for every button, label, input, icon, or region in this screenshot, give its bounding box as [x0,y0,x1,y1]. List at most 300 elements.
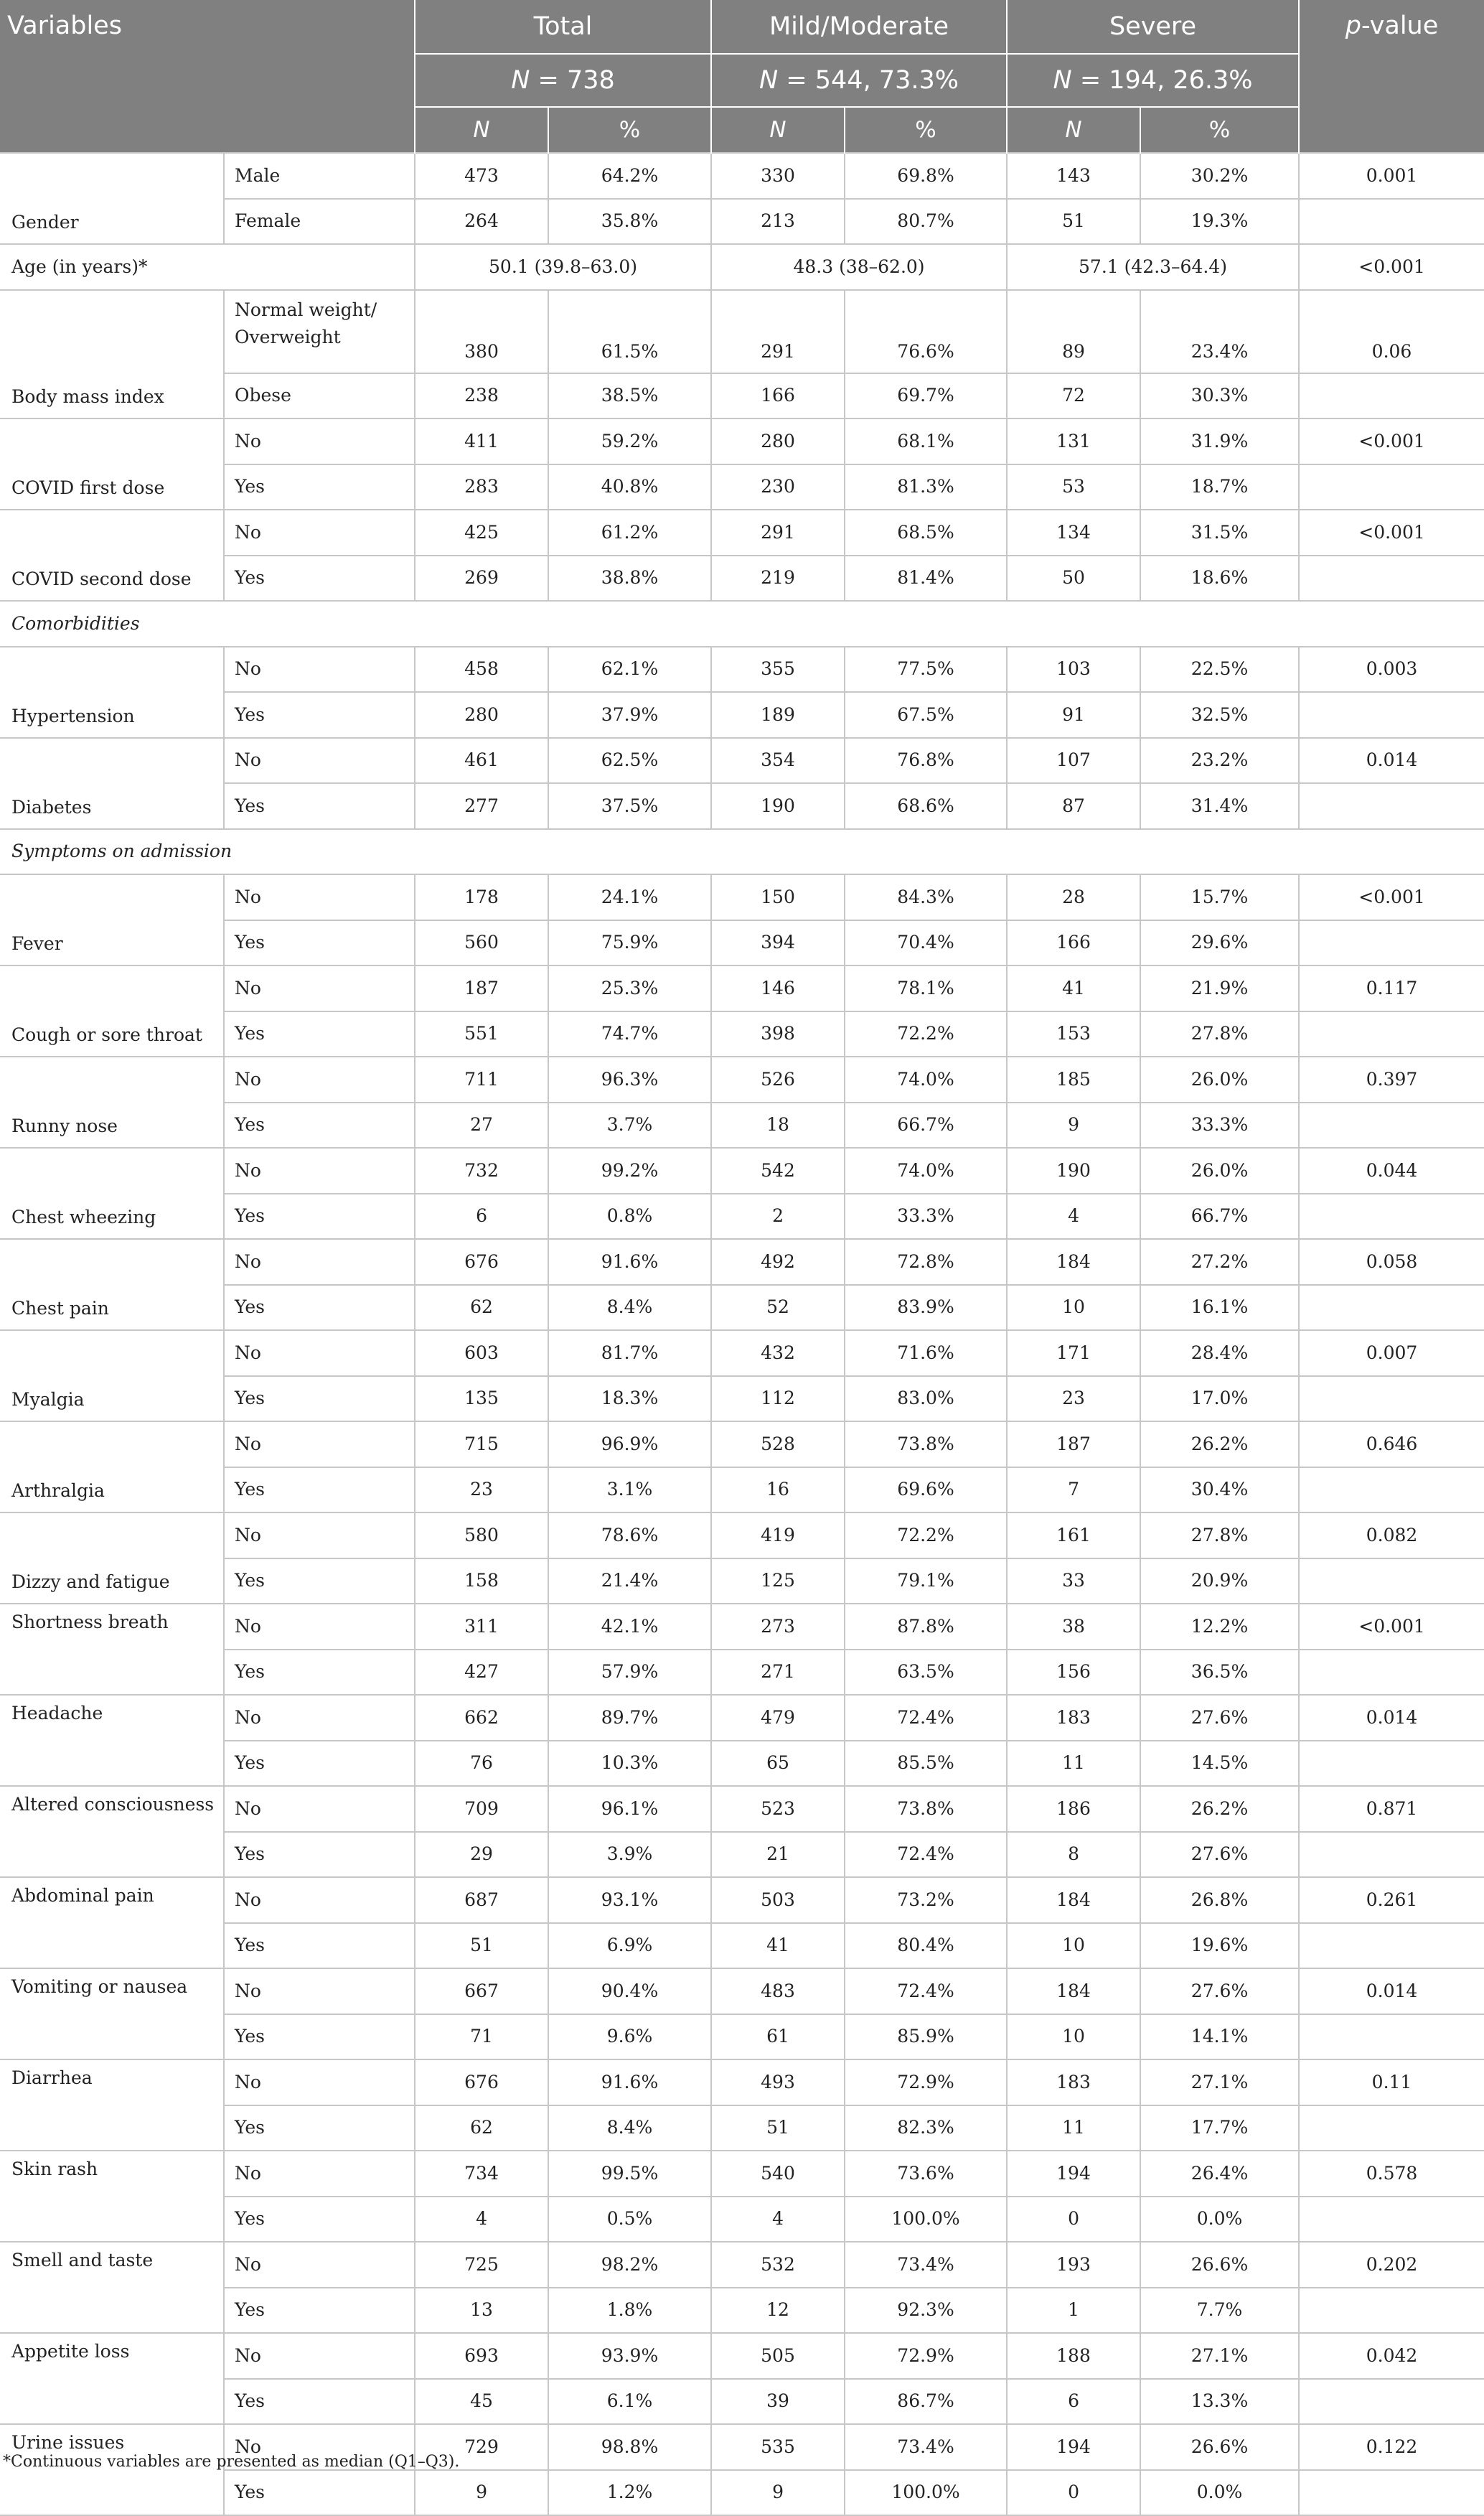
cell: 184 [1007,1968,1140,2014]
p-value: 0.058 [1299,1239,1484,1285]
cell: 83.9% [845,1285,1007,1331]
cell: 61 [711,2014,845,2060]
cell: 73.8% [845,1421,1007,1467]
cell: 18.7% [1140,464,1299,510]
cell: 193 [1007,2242,1140,2288]
row-sublabel: No [224,418,415,464]
cell: 27.6% [1140,1695,1299,1741]
cell: 187 [415,965,548,1011]
col-pct: % [548,107,711,153]
header-mild-n [711,54,1007,107]
cell: 28.4% [1140,1330,1299,1376]
cell: 190 [1007,1148,1140,1194]
table-row [0,647,1484,693]
cell: 9 [1007,1103,1140,1149]
cell: 89.7% [548,1695,711,1741]
cell: 71.6% [845,1330,1007,1376]
cell: 0.0% [1140,2197,1299,2243]
cell: 7 [1007,1467,1140,1513]
cell: 10.3% [548,1741,711,1787]
row-sublabel: No [224,647,415,693]
p-value [1299,2470,1484,2516]
cell: 80.7% [845,199,1007,245]
p-value [1299,1103,1484,1149]
cell: 6 [1007,2379,1140,2425]
cell: 68.1% [845,418,1007,464]
cell: 125 [711,1558,845,1604]
n-italic: N [759,66,779,95]
cell: 380 [415,290,548,373]
cell: 82.3% [845,2105,1007,2151]
cell: 187 [1007,1421,1140,1467]
cell: 73.4% [845,2424,1007,2470]
cell: 23.4% [1140,290,1299,373]
section-heading-comorbidities: Comorbidities [0,601,1484,647]
p-value [1299,2197,1484,2243]
cell: 492 [711,1239,845,1285]
cell: 73.6% [845,2151,1007,2197]
header-severe: Severe [1007,0,1299,54]
col-n [415,107,548,153]
cell: 81.4% [845,556,1007,602]
table-row [0,829,1484,875]
row-sublabel: No [224,1239,415,1285]
cell: 8.4% [548,1285,711,1331]
p-value [1299,1741,1484,1787]
col-n-label: N [769,117,786,143]
cell: 32.5% [1140,692,1299,738]
cell: 166 [1007,920,1140,966]
n-value: = 544, 73.3% [778,66,959,95]
cell: 31.4% [1140,783,1299,829]
n-value: = 738 [530,66,615,95]
cell: 523 [711,1786,845,1832]
cell: 87.8% [845,1604,1007,1650]
cell: 183 [1007,1695,1140,1741]
p-value [1299,2288,1484,2334]
row-sublabel: No [224,1330,415,1376]
cell: 91 [1007,692,1140,738]
cell: 146 [711,965,845,1011]
cell: 37.5% [548,783,711,829]
cell: 354 [711,738,845,784]
row-label: Skin rash [0,2151,224,2242]
row-sublabel: Yes [224,1741,415,1787]
cell: 68.6% [845,783,1007,829]
cell: 21.9% [1140,965,1299,1011]
cell: 0.5% [548,2197,711,2243]
cell: 27.6% [1140,1968,1299,2014]
p-value: <0.001 [1299,1604,1484,1650]
cell: 73.4% [845,2242,1007,2288]
row-sublabel: No [224,1512,415,1558]
cell: 57.9% [548,1650,711,1696]
cell: 189 [711,692,845,738]
row-sublabel: No [224,2242,415,2288]
table-header [0,0,1484,153]
row-sublabel: Yes [224,920,415,966]
cell: 62.5% [548,738,711,784]
cell: 715 [415,1421,548,1467]
footnote: *Continuous variables are presented as median (Q1–Q3). [3,2453,460,2471]
p-value [1299,1011,1484,1057]
p-value: 0.122 [1299,2424,1484,2470]
cell: 61.5% [548,290,711,373]
table-row [0,290,1484,373]
cell: 560 [415,920,548,966]
col-n-label: N [1065,117,1082,143]
cell: 16 [711,1467,845,1513]
p-value [1299,199,1484,245]
cell: 18.6% [1140,556,1299,602]
p-value: 0.117 [1299,965,1484,1011]
cell: 143 [1007,153,1140,199]
cell: 171 [1007,1330,1140,1376]
cell: 483 [711,1968,845,2014]
row-label: Vomiting or nausea [0,1968,224,2059]
p-value: 0.871 [1299,1786,1484,1832]
cell: 580 [415,1512,548,1558]
p-value [1299,1376,1484,1422]
cell: 26.0% [1140,1057,1299,1103]
row-sublabel: Yes [224,1285,415,1331]
cell: 540 [711,2151,845,2197]
header-severe-n [1007,54,1299,107]
cell: 27.6% [1140,1832,1299,1878]
cell: 59.2% [548,418,711,464]
cell: 72.9% [845,2333,1007,2379]
row-sublabel: Yes [224,1558,415,1604]
n-value: = 194, 26.3% [1071,66,1253,95]
cell: 4 [711,2197,845,2243]
cell: 23 [415,1467,548,1513]
cell: 91.6% [548,1239,711,1285]
cell: 41 [711,1923,845,1969]
cell: 280 [415,692,548,738]
cell: 280 [711,418,845,464]
cell: 184 [1007,1877,1140,1923]
cell: 1 [1007,2288,1140,2334]
cell: 6 [415,1194,548,1240]
cell: 78.1% [845,965,1007,1011]
cell: 7.7% [1140,2288,1299,2334]
col-n [711,107,845,153]
cell: 68.5% [845,510,1007,556]
cell: 532 [711,2242,845,2288]
cell: 62 [415,1285,548,1331]
cell: 8.4% [548,2105,711,2151]
cell: 31.5% [1140,510,1299,556]
row-label: Body mass index [0,290,224,419]
cell: 184 [1007,1239,1140,1285]
cell: 16.1% [1140,1285,1299,1331]
p-value [1299,920,1484,966]
cell: 72.4% [845,1832,1007,1878]
cell: 667 [415,1968,548,2014]
cell: 21.4% [548,1558,711,1604]
cell: 83.0% [845,1376,1007,1422]
cell: 67.5% [845,692,1007,738]
cell: 41 [1007,965,1140,1011]
cell: 269 [415,556,548,602]
cell: 219 [711,556,845,602]
row-label: Arthralgia [0,1421,224,1512]
row-sublabel: Yes [224,1194,415,1240]
row-label: Appetite loss [0,2333,224,2424]
cell: 26.2% [1140,1786,1299,1832]
p-value: 0.261 [1299,1877,1484,1923]
row-label: Gender [0,153,224,244]
cell: 26.6% [1140,2424,1299,2470]
cell: 676 [415,1239,548,1285]
cell: 194 [1007,2424,1140,2470]
p-value [1299,1832,1484,1878]
cell: 291 [711,510,845,556]
cell: 213 [711,199,845,245]
table-row [0,1786,1484,1832]
table-row [0,965,1484,1011]
cell: 178 [415,874,548,920]
row-sublabel: Yes [224,2197,415,2243]
row-sublabel: Normal weight/ Overweight [224,290,415,373]
cell: 18 [711,1103,845,1149]
p-value: <0.001 [1299,874,1484,920]
row-sublabel: Yes [224,2379,415,2425]
cell: 51 [711,2105,845,2151]
cell: 18.3% [548,1376,711,1422]
p-value: 0.044 [1299,1148,1484,1194]
cell: 103 [1007,647,1140,693]
row-sublabel: No [224,965,415,1011]
p-value: 0.202 [1299,2242,1484,2288]
cell: 38.5% [548,373,711,419]
cell: 427 [415,1650,548,1696]
cell: 264 [415,199,548,245]
cell: 662 [415,1695,548,1741]
cell: 98.8% [548,2424,711,2470]
row-label: Urine issues [0,2424,224,2515]
p-value: 0.014 [1299,1695,1484,1741]
cell: 51 [1007,199,1140,245]
row-sublabel: No [224,1057,415,1103]
cell: 493 [711,2059,845,2105]
cell: 185 [1007,1057,1140,1103]
cell: 9.6% [548,2014,711,2060]
n-italic: N [1053,66,1072,95]
cell: 50.1 (39.8–63.0) [415,244,711,290]
cell: 69.7% [845,373,1007,419]
row-sublabel: Yes [224,783,415,829]
cell: 419 [711,1512,845,1558]
cell: 90.4% [548,1968,711,2014]
p-value: 0.014 [1299,1968,1484,2014]
cell: 26.0% [1140,1148,1299,1194]
p-value [1299,1467,1484,1513]
cell: 96.3% [548,1057,711,1103]
row-label: Cough or sore throat [0,965,224,1057]
row-label: Headache [0,1695,224,1786]
row-sublabel: No [224,1604,415,1650]
row-label: Smell and taste [0,2242,224,2333]
row-sublabel: Yes [224,2014,415,2060]
cell: 355 [711,647,845,693]
row-sublabel: Yes [224,556,415,602]
cell: 503 [711,1877,845,1923]
cell: 183 [1007,2059,1140,2105]
cell: 3.7% [548,1103,711,1149]
cell: 29 [415,1832,548,1878]
row-sublabel: No [224,2059,415,2105]
cell: 48.3 (38–62.0) [711,244,1007,290]
cell: 72.4% [845,1695,1007,1741]
cell: 0 [1007,2197,1140,2243]
cell: 27 [415,1103,548,1149]
row-sublabel: No [224,2333,415,2379]
cell: 74.7% [548,1011,711,1057]
row-sublabel: Yes [224,1467,415,1513]
cell: 33.3% [845,1194,1007,1240]
cell: 70.4% [845,920,1007,966]
header-variables: Variables [0,0,415,153]
cell: 84.3% [845,874,1007,920]
cell: 11 [1007,2105,1140,2151]
cell: 9 [711,2470,845,2516]
cell: 411 [415,418,548,464]
cell: 22.5% [1140,647,1299,693]
header-p-rest: -value [1361,11,1439,40]
cell: 112 [711,1376,845,1422]
cell: 19.3% [1140,199,1299,245]
cell: 62.1% [548,647,711,693]
p-value: <0.001 [1299,418,1484,464]
col-pct: % [1140,107,1299,153]
cell: 76.6% [845,290,1007,373]
cell: 81.3% [845,464,1007,510]
cell: 732 [415,1148,548,1194]
header-p-italic: p [1345,11,1361,40]
row-sublabel: Yes [224,1923,415,1969]
cell: 75.9% [548,920,711,966]
cell: 79.1% [845,1558,1007,1604]
row-sublabel: No [224,2424,415,2470]
p-value: 0.578 [1299,2151,1484,2197]
row-label: COVID first dose [0,418,224,510]
cell: 432 [711,1330,845,1376]
cell: 81.7% [548,1330,711,1376]
table-row [0,1512,1484,1558]
cell: 190 [711,783,845,829]
cell: 73.2% [845,1877,1007,1923]
row-sublabel: No [224,1877,415,1923]
cell: 85.9% [845,2014,1007,2060]
p-value: 0.001 [1299,153,1484,199]
p-value: 0.397 [1299,1057,1484,1103]
p-value [1299,783,1484,829]
cell: 30.4% [1140,1467,1299,1513]
cell: 72.2% [845,1512,1007,1558]
cell: 14.1% [1140,2014,1299,2060]
cell: 73.8% [845,1786,1007,1832]
cell: 21 [711,1832,845,1878]
cell: 36.5% [1140,1650,1299,1696]
row-sublabel: Male [224,153,415,199]
cell: 71 [415,2014,548,2060]
row-label: Fever [0,874,224,965]
cell: 45 [415,2379,548,2425]
table-row [0,153,1484,199]
cell: 230 [711,464,845,510]
cell: 98.2% [548,2242,711,2288]
row-sublabel: Yes [224,464,415,510]
cell: 77.5% [845,647,1007,693]
row-label: Age (in years)* [0,244,415,290]
cell: 238 [415,373,548,419]
cell: 66.7% [1140,1194,1299,1240]
cell: 39 [711,2379,845,2425]
col-n [1007,107,1140,153]
cell: 479 [711,1695,845,1741]
cell: 505 [711,2333,845,2379]
row-sublabel: Yes [224,1376,415,1422]
table-row [0,244,1484,290]
row-label: Myalgia [0,1330,224,1421]
cell: 693 [415,2333,548,2379]
cell: 20.9% [1140,1558,1299,1604]
table-row [0,1148,1484,1194]
row-sublabel: No [224,738,415,784]
cell: 85.5% [845,1741,1007,1787]
p-value: 0.082 [1299,1512,1484,1558]
row-sublabel: No [224,1695,415,1741]
p-value [1299,1285,1484,1331]
cell: 17.0% [1140,1376,1299,1422]
cell: 283 [415,464,548,510]
row-sublabel: Female [224,199,415,245]
cell: 26.4% [1140,2151,1299,2197]
row-sublabel: No [224,1148,415,1194]
p-value: 0.06 [1299,290,1484,373]
row-sublabel: No [224,1421,415,1467]
cell: 74.0% [845,1148,1007,1194]
cell: 91.6% [548,2059,711,2105]
table-row [0,1604,1484,1650]
table-row [0,1057,1484,1103]
cell: 526 [711,1057,845,1103]
cell: 29.6% [1140,920,1299,966]
cell: 603 [415,1330,548,1376]
cell: 166 [711,373,845,419]
cell: 4 [1007,1194,1140,1240]
cell: 156 [1007,1650,1140,1696]
p-value [1299,692,1484,738]
cell: 729 [415,2424,548,2470]
cell: 394 [711,920,845,966]
cell: 33 [1007,1558,1140,1604]
n-italic: N [511,66,530,95]
row-label: Chest wheezing [0,1148,224,1239]
cell: 734 [415,2151,548,2197]
cell: 86.7% [845,2379,1007,2425]
cell: 87 [1007,783,1140,829]
cell: 64.2% [548,153,711,199]
cell: 100.0% [845,2197,1007,2243]
header-total: Total [415,0,711,54]
cell: 17.7% [1140,2105,1299,2151]
cell: 10 [1007,2014,1140,2060]
cell: 194 [1007,2151,1140,2197]
cell: 78.6% [548,1512,711,1558]
row-sublabel: No [224,1786,415,1832]
